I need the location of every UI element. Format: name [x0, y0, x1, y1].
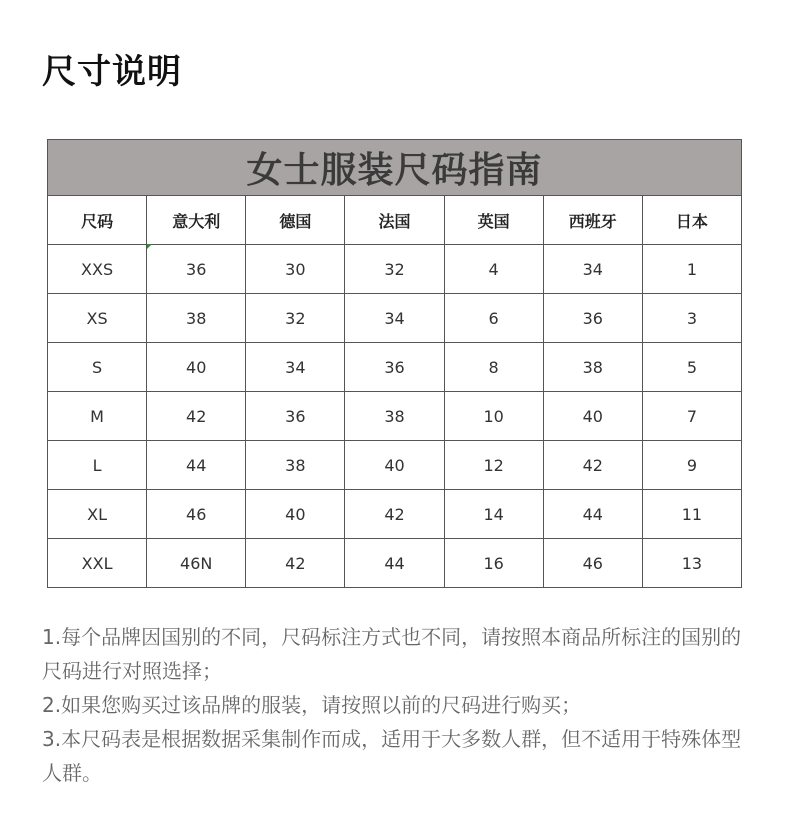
size-value-cell: 40 [543, 392, 642, 441]
size-value-cell: 44 [147, 441, 246, 490]
size-notes [42, 620, 752, 790]
size-value-cell: 1 [642, 245, 741, 294]
note-item: 3.本尺码表是根据数据采集制作而成，适用于大多数人群，但不适用于特殊体型人群。 [42, 727, 742, 785]
table-row [48, 490, 742, 539]
cell-corner-mark [147, 244, 152, 249]
size-value-cell: 13 [642, 539, 741, 588]
size-value-cell: 42 [246, 539, 345, 588]
size-value-cell: 5 [642, 343, 741, 392]
note-item: 1.每个品牌因国别的不同，尺码标注方式也不同，请按照本商品所标注的国别的尺码进行对照选择； [42, 625, 742, 683]
table-body [48, 245, 742, 588]
size-value-cell: 38 [147, 294, 246, 343]
size-value-cell: 36 [246, 392, 345, 441]
note-item: 2.如果您购买过该品牌的服装，请按照以前的尺码进行购买； [42, 693, 582, 717]
size-value-cell: 46N [147, 539, 246, 588]
column-header-spain: 西班牙 [543, 196, 642, 245]
size-value-cell: 42 [147, 392, 246, 441]
size-value-cell: 40 [246, 490, 345, 539]
column-header-france: 法国 [345, 196, 444, 245]
table-header-row [48, 196, 742, 245]
size-label-cell: XXS [48, 245, 147, 294]
size-value-cell: 7 [642, 392, 741, 441]
table-row [48, 294, 742, 343]
size-table [47, 139, 742, 588]
size-value-cell: 32 [345, 245, 444, 294]
size-value-cell: 36 [147, 245, 246, 294]
column-header-uk: 英国 [444, 196, 543, 245]
column-header-germany: 德国 [246, 196, 345, 245]
size-value-cell: 46 [543, 539, 642, 588]
size-value-cell: 38 [246, 441, 345, 490]
page-title: 尺寸说明 [42, 52, 182, 92]
size-label-cell: XS [48, 294, 147, 343]
size-value-cell: 38 [543, 343, 642, 392]
size-value-cell: 30 [246, 245, 345, 294]
size-value-cell: 44 [543, 490, 642, 539]
size-value-cell: 8 [444, 343, 543, 392]
size-value-cell: 14 [444, 490, 543, 539]
size-value-cell: 46 [147, 490, 246, 539]
table-row [48, 392, 742, 441]
size-value-cell: 4 [444, 245, 543, 294]
size-label-cell: M [48, 392, 147, 441]
size-value-cell: 38 [345, 392, 444, 441]
table-caption: 女士服装尺码指南 [48, 140, 742, 196]
size-value-cell: 11 [642, 490, 741, 539]
size-label-cell: L [48, 441, 147, 490]
table-row [48, 343, 742, 392]
column-header-italy: 意大利 [147, 196, 246, 245]
size-label-cell: S [48, 343, 147, 392]
size-value-cell: 40 [147, 343, 246, 392]
size-value-cell: 12 [444, 441, 543, 490]
size-value-cell: 40 [345, 441, 444, 490]
size-label-cell: XL [48, 490, 147, 539]
size-chart [47, 139, 742, 588]
table-row [48, 245, 742, 294]
size-value-cell: 6 [444, 294, 543, 343]
size-value-cell: 3 [642, 294, 741, 343]
size-value-cell: 36 [345, 343, 444, 392]
size-value-cell: 42 [345, 490, 444, 539]
table-row [48, 441, 742, 490]
size-value-cell: 42 [543, 441, 642, 490]
size-value-cell: 34 [246, 343, 345, 392]
column-header-japan: 日本 [642, 196, 741, 245]
size-value-cell: 34 [345, 294, 444, 343]
table-row [48, 539, 742, 588]
size-label-cell: XXL [48, 539, 147, 588]
size-value-cell: 32 [246, 294, 345, 343]
size-value-cell: 16 [444, 539, 543, 588]
column-header-size: 尺码 [48, 196, 147, 245]
size-value-cell: 34 [543, 245, 642, 294]
size-value-cell: 36 [543, 294, 642, 343]
size-value-cell: 44 [345, 539, 444, 588]
size-value-cell: 9 [642, 441, 741, 490]
size-value-cell: 10 [444, 392, 543, 441]
